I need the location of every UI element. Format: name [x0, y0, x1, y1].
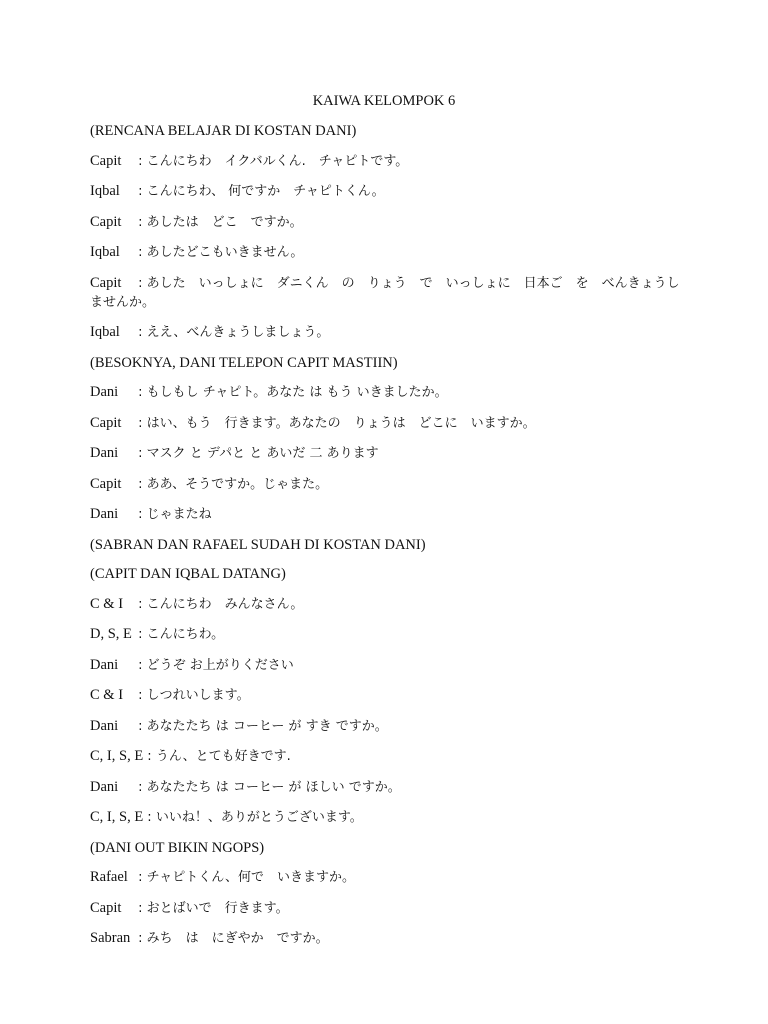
scene-heading — [90, 354, 690, 372]
dialogue-text: : マスク と デパと と あいだ 二 あります — [134, 446, 379, 461]
dialogue-line — [90, 625, 690, 644]
speaker-name: Dani — [90, 445, 119, 461]
dialogue-text: : ええ、べんきょうしましょう。 — [134, 325, 330, 340]
dialogue-text: : もしもし チャピト。あなた は もう いきましたか。 — [134, 385, 448, 400]
dialogue-line — [90, 444, 690, 463]
speaker-name: C & I — [90, 595, 124, 612]
dialogue-line — [90, 274, 690, 312]
document-title: KAIWA KELOMPOK 6 — [312, 93, 456, 109]
speaker-name: C & I — [90, 687, 124, 703]
dialogue-line — [90, 868, 690, 887]
dialogue-line — [90, 243, 690, 262]
dialogue-line — [90, 747, 690, 766]
speaker-name: Rafael — [90, 869, 128, 885]
dialogue-text: : チャピトくん、何で いきますか。 — [134, 870, 356, 885]
scene-heading — [90, 565, 690, 583]
heading-text: (BESOKNYA, DANI TELEPON CAPIT MASTIIN) — [90, 354, 398, 371]
speaker-name: C, I, S, E — [90, 809, 144, 825]
dialogue-text: : こんにちわ、 何ですか チャピトくん。 — [134, 184, 385, 199]
dialogue-line — [90, 475, 690, 494]
speaker-name: Capit — [90, 274, 122, 291]
dialogue-line — [90, 505, 690, 524]
dialogue-line — [90, 383, 690, 402]
dialogue-line — [90, 595, 690, 614]
heading-text: (SABRAN DAN RAFAEL SUDAH DI KOSTAN DANI) — [90, 536, 426, 553]
dialogue-line — [90, 152, 690, 171]
dialogue-text: : あなたたち は コーヒー が すき ですか。 — [134, 718, 388, 734]
dialogue-line — [90, 899, 690, 918]
speaker-name: Dani — [90, 778, 119, 795]
speaker-name: D, S, E — [90, 626, 132, 642]
dialogue-line — [90, 414, 690, 433]
dialogue-line — [90, 323, 690, 342]
speaker-name: Iqbal — [90, 244, 120, 260]
speaker-name: Capit — [90, 152, 122, 169]
scene-heading — [90, 536, 690, 554]
dialogue-text: : みち は にぎやか ですか。 — [134, 931, 329, 946]
speaker-name: Dani — [90, 506, 119, 522]
dialogue-text: : こんにちわ みんなさん。 — [134, 596, 304, 612]
speaker-name: Iqbal — [90, 183, 120, 199]
dialogue-line — [90, 808, 690, 827]
dialogue-text: : しつれいします。 — [134, 688, 250, 703]
dialogue-text: : ああ、そうですか。じゃまた。 — [134, 476, 329, 492]
dialogue-text: : あしたどこもいきません。 — [134, 245, 304, 260]
dialogue-lines — [90, 122, 690, 960]
speaker-name: Dani — [90, 656, 119, 673]
dialogue-text: : おとばいで 行きます。 — [134, 900, 289, 916]
speaker-name: Dani — [90, 384, 119, 400]
scene-heading — [90, 122, 690, 140]
dialogue-text: : こんにちわ。 — [134, 627, 225, 642]
speaker-name: Capit — [90, 475, 122, 492]
speaker-name: Capit — [90, 899, 122, 916]
dialogue-text: : あしたは どこ ですか。 — [134, 214, 303, 230]
dialogue-text: : いいね！、ありがとうございます。 — [143, 810, 363, 825]
speaker-name: Capit — [90, 213, 122, 230]
scene-heading — [90, 839, 690, 857]
speaker-name: C, I, S, E — [90, 748, 144, 764]
speaker-name: Sabran — [90, 930, 131, 946]
dialogue-text: : こんにちわ イクバルくん. チャピトです。 — [134, 153, 409, 169]
speaker-name: Iqbal — [90, 324, 120, 340]
dialogue-line — [90, 213, 690, 232]
heading-text: (CAPIT DAN IQBAL DATANG) — [90, 566, 286, 582]
heading-text: (DANI OUT BIKIN NGOPS) — [90, 839, 265, 856]
dialogue-line — [90, 778, 690, 797]
speaker-name: Dani — [90, 717, 119, 734]
heading-text: (RENCANA BELAJAR DI KOSTAN DANI) — [90, 123, 357, 139]
dialogue-line — [90, 929, 690, 948]
dialogue-line — [90, 182, 690, 201]
dialogue-text: : じゃまたね — [134, 507, 212, 522]
dialogue-text: : はい、もう 行きます。あなたの りょうは どこに いますか。 — [134, 415, 536, 431]
dialogue-text: : あなたたち は コーヒー が ほしい ですか。 — [134, 779, 401, 795]
speaker-name: Capit — [90, 414, 122, 431]
dialogue-text: : あした いっしょに ダニくん の りょう で いっしょに 日本ご を べんきょうしませんか。 — [90, 275, 680, 310]
dialogue-line — [90, 717, 690, 736]
dialogue-line — [90, 656, 690, 675]
dialogue-text: : どうぞ お上がりください — [134, 657, 294, 673]
dialogue-text: : うん、とても好きです. — [143, 749, 291, 764]
dialogue-line — [90, 686, 690, 705]
